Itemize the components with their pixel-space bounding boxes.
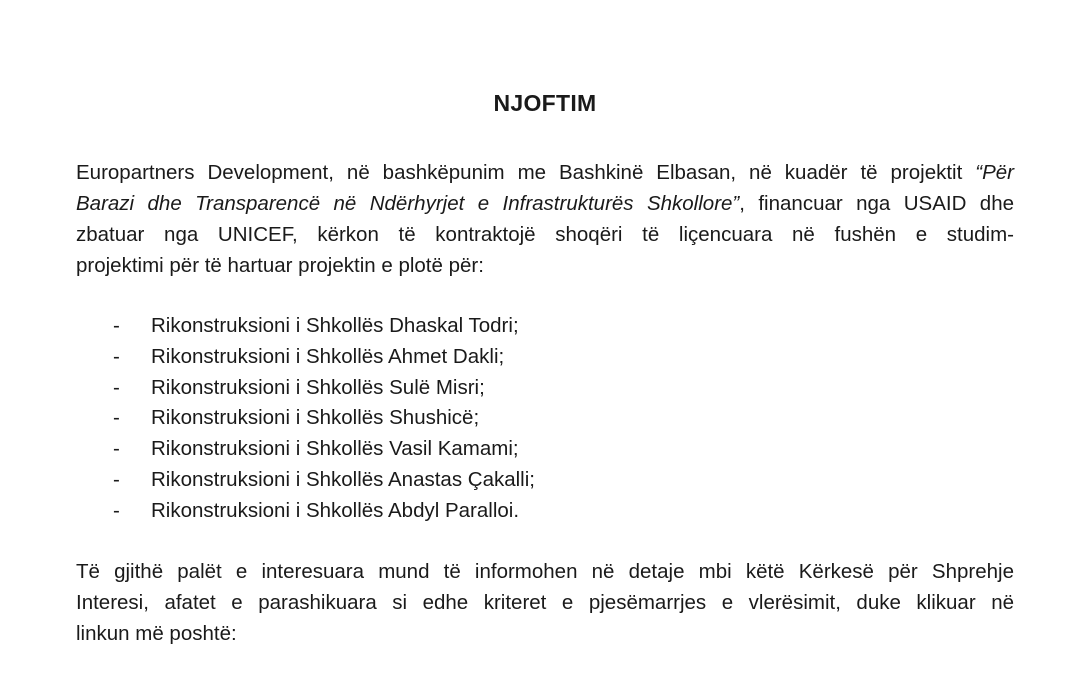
- bullet-dash: -: [113, 406, 120, 430]
- intro-line-3: zbatuar nga UNICEF, kërkon të kontraktojë shoqëri të liçencuara në fushën e studim-: [76, 223, 1014, 246]
- closing-line-2: Interesi, afatet e parashikuara si edhe kriteret e pjesëmarrjes e vlerësimit, duke klikuar në: [76, 591, 1014, 614]
- list-item-text: Rikonstruksioni i Shkollës Abdyl Paralloi.: [151, 498, 520, 522]
- list-item-text: Rikonstruksioni i Shkollës Vasil Kamami;: [151, 437, 519, 461]
- list-item: [76, 342, 1014, 373]
- bullet-dash: -: [113, 375, 120, 399]
- list-item: [76, 403, 1014, 434]
- intro-text: , financuar nga USAID dhe: [739, 192, 1014, 215]
- list-item: [76, 465, 1014, 496]
- list-item-text: Rikonstruksioni i Shkollës Sulë Misri;: [151, 375, 485, 399]
- page-title: NJOFTIM: [493, 90, 597, 116]
- list-item: [76, 311, 1014, 342]
- project-title-start: “Për: [975, 161, 1014, 184]
- bullet-dash: -: [113, 314, 120, 337]
- intro-line-2: [76, 188, 1014, 219]
- intro-line-4: projektimi për të hartuar projektin e plotë për:: [76, 254, 484, 277]
- list-item-text: Rikonstruksioni i Shkollës Dhaskal Todri;: [151, 314, 519, 337]
- bullet-dash: -: [113, 467, 120, 491]
- list-item: [76, 373, 1014, 404]
- list-item: [76, 434, 1014, 465]
- list-item: [76, 496, 1014, 527]
- list-item-text: Rikonstruksioni i Shkollës Anastas Çakalli;: [151, 467, 535, 491]
- intro-line-1: [76, 157, 1014, 188]
- school-list: [76, 311, 1014, 527]
- project-title-end: Barazi dhe Transparencë në Ndërhyrjet e Infrastrukturës Shkollore”: [76, 192, 740, 215]
- closing-line-3: linkun më poshtë:: [76, 622, 237, 645]
- closing-paragraph: [76, 556, 1014, 649]
- list-item-text: Rikonstruksioni i Shkollës Ahmet Dakli;: [151, 344, 505, 368]
- bullet-dash: -: [113, 437, 120, 461]
- list-item-text: Rikonstruksioni i Shkollës Shushicë;: [151, 406, 480, 430]
- intro-text: Europartners Development, në bashkëpunim me Bashkinë Elbasan, në kuadër të projektit: [76, 161, 976, 184]
- bullet-dash: -: [113, 344, 120, 368]
- intro-paragraph: [76, 157, 1014, 281]
- bullet-dash: -: [113, 498, 120, 522]
- closing-line-1: Të gjithë palët e interesuara mund të informohen në detaje mbi këtë Kërkesë për Shprehje: [76, 560, 1014, 583]
